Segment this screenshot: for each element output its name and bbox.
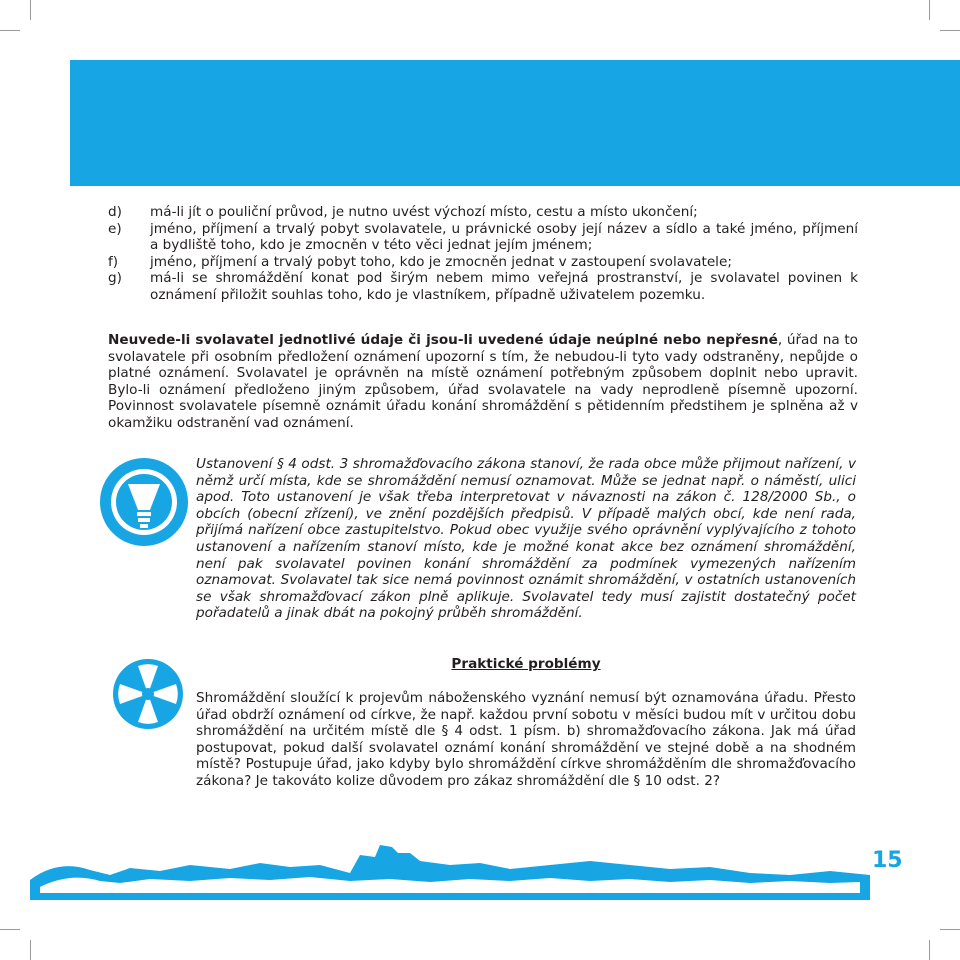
crop-mark (0, 929, 20, 930)
list-item (108, 254, 858, 271)
crop-mark (0, 30, 20, 31)
list-item (108, 221, 858, 254)
municipal-regulation-note: Ustanovení § 4 odst. 3 shromažďovacího zákona stanoví, že rada obce může přijmout nařízení, v němž určí místa, kde se shromáždění nemusí oznamovat. Může se jednat např. o náměstí, ulici apod. Toto ustanovení je však třeba interpretovat v návaznosti na zákon č. 128/2000 Sb., o obcích (obecní zřízení), ve znění pozdějších předpisů. V případě malých obcí, kde není rada, přijímá nařízení obce zastupitelstvo. Pokud obec využije svého oprávnění vyplývajícího z tohoto ustanovení a nařízením stanoví místo, kde je možné konat akce bez oznámení shromáždění, není pak svolavatel povinen konání shromáždění za podmínek vymezených nařízením oznamovat. Svolavatel tak sice nemá povinnost oznámit shromáždění, v ostatních ustanoveních se však shromažďovací zákon plně aplikuje. Svolavatel tedy musí zajistit dostatečný počet pořadatelů a jinak dbát na pokojný průběh shromáždění. (196, 456, 856, 622)
fan-icon (112, 658, 184, 730)
skyline-decoration (30, 835, 870, 900)
lightbulb-icon (98, 456, 190, 548)
list-text: má-li se shromáždění konat pod širým nebem mimo veřejná prostranství, je svolavatel povinen k oznámení přiložit souhlas toho, kdo je vlastníkem, případně uživatelem pozemku. (150, 270, 858, 303)
page-number: 15 (872, 848, 903, 873)
list-marker: g) (108, 270, 122, 287)
list-marker: f) (108, 253, 119, 270)
paragraph-body: , úřad na to svolavatele při osobním předložení oznámení upozorní s tím, že nebudou-li tyto vady odstraněny, nepůjde o platné oznámení. Svolavatel je oprávněn na místě oznámení potřebným způsobem doplnit nebo upravit. Bylo-li oznámení předloženo jiným způsobem, úřad svolavatele na vady neprodleně písemně upozorní. Povinnost svolavatele písemně oznámit úřadu konání shromáždění s pětidenním předstihem je splněna až v okamžiku odstranění vad oznámení. (108, 332, 858, 431)
crop-mark (940, 30, 960, 31)
incomplete-notice-paragraph (108, 332, 858, 432)
list-marker: d) (108, 204, 122, 220)
header-band (70, 60, 960, 186)
practical-problems-text: Shromáždění sloužící k projevům náboženského vyznání nemusí být oznamována úřadu. Přesto úřad obdrží oznámení od církve, že např. každou první sobotu v měsíci budou mít v určitou dobu shromáždění na určitém místě dle § 4 odst. 1 písm. b) shromažďovacího zákona. Jak má úřad postupovat, pokud další svolavatel oznámí konání shromáždění ve stejné době a na shodném místě? Postupuje úřad, jako kdyby bylo shromáždění církve shromážděním dle shromažďovacího zákona? Je takováto kolize důvodem pro zákaz shromáždění dle § 10 odst. 2? (196, 690, 856, 789)
crop-mark (929, 940, 930, 960)
list-text: jméno, příjmení a trvalý pobyt svolavatele, u právnické osoby její název a sídlo a také jméno, příjmení a bydliště toho, kdo je zmocněn v této věci jednat jejím jménem; (150, 220, 858, 254)
section-title-text: Praktické problémy (451, 656, 601, 672)
requirements-list (108, 204, 858, 304)
paragraph-lead: Neuvede-li svolavatel jednotlivé údaje či jsou-li uvedené údaje neúplné nebo nepřesné (108, 332, 778, 348)
crop-mark (940, 929, 960, 930)
crop-mark (30, 940, 31, 960)
list-item (108, 270, 858, 303)
list-text: má-li jít o pouliční průvod, je nutno uvést výchozí místo, cestu a místo ukončení; (150, 204, 698, 220)
list-marker: e) (108, 220, 122, 237)
list-item (108, 204, 858, 221)
list-text: jméno, příjmení a trvalý pobyt toho, kdo je zmocněn jednat v zastoupení svolavatele; (150, 253, 732, 270)
crop-mark (30, 0, 31, 20)
crop-mark (929, 0, 930, 20)
section-title (196, 656, 856, 672)
